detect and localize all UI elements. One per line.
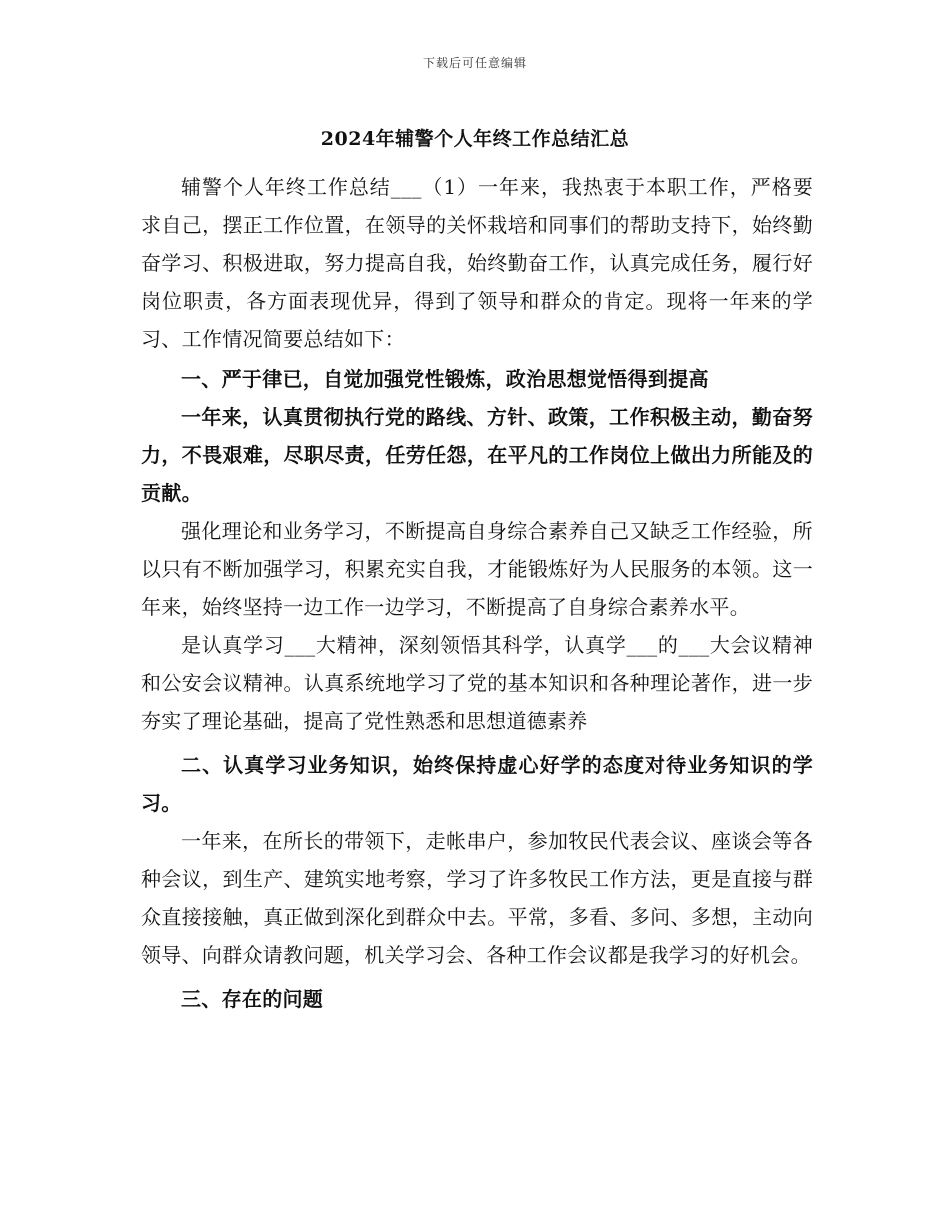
paragraph-practice: 一年来，在所长的带领下，走帐串户，参加牧民代表会议、座谈会等各种会议，到生产、建筑实地考察，学习了许多牧民工作方法，更是直接与群众直接接触，真正做到深化到群众中去。平常，多看、多问、多想，主动向领导、向群众请教问题，机关学习会、各种工作会议都是我学习的好机会。 — [141, 829, 813, 967]
document-body — [141, 168, 813, 1018]
paragraph-intro: 辅警个人年终工作总结___（1）一年来，我热衷于本职工作，严格要求自己，摆正工作位置，在领导的关怀栽培和同事们的帮助支持下，始终勤奋学习、积极进取，努力提高自我，始终勤奋工作，认真完成任务，履行好岗位职责，各方面表现优异，得到了领导和群众的肯定。现将一年来的学习、工作情况简要总结如下： — [141, 175, 813, 351]
paragraph-study: 强化理论和业务学习，不断提高自身综合素养自己又缺乏工作经验，所以只有不断加强学习，积累充实自我，才能锻炼好为人民服务的本领。这一年来，始终坚持一边工作一边学习，不断提高了自身综合素养水平。 — [141, 519, 813, 619]
header-note: 下载后可任意编辑 — [422, 56, 527, 70]
paragraph-bold-summary: 一年来，认真贯彻执行党的路线、方针、政策，工作积极主动，勤奋努力，不畏艰难，尽职尽责，任劳任怨，在平凡的工作岗位上做出力所能及的贡献。 — [141, 405, 813, 505]
section-heading-3: 三、存在的问题 — [181, 987, 324, 1011]
document-title: 2024年辅警个人年终工作总结汇总 — [320, 128, 630, 150]
section-heading-1: 一、严于律已，自觉加强党性锻炼，政治思想觉悟得到提高 — [181, 367, 709, 391]
paragraph-spirit: 是认真学习___大精神，深刻领悟其科学，认真学___的___大会议精神和公安会议精神。认真系统地学习了党的基本知识和各种理论著作，进一步夯实了理论基础，提高了党性熟悉和思想道德素养 — [141, 633, 813, 733]
section-heading-2: 二、认真学习业务知识，始终保持虚心好学的态度对待业务知识的学习。 — [141, 753, 813, 815]
